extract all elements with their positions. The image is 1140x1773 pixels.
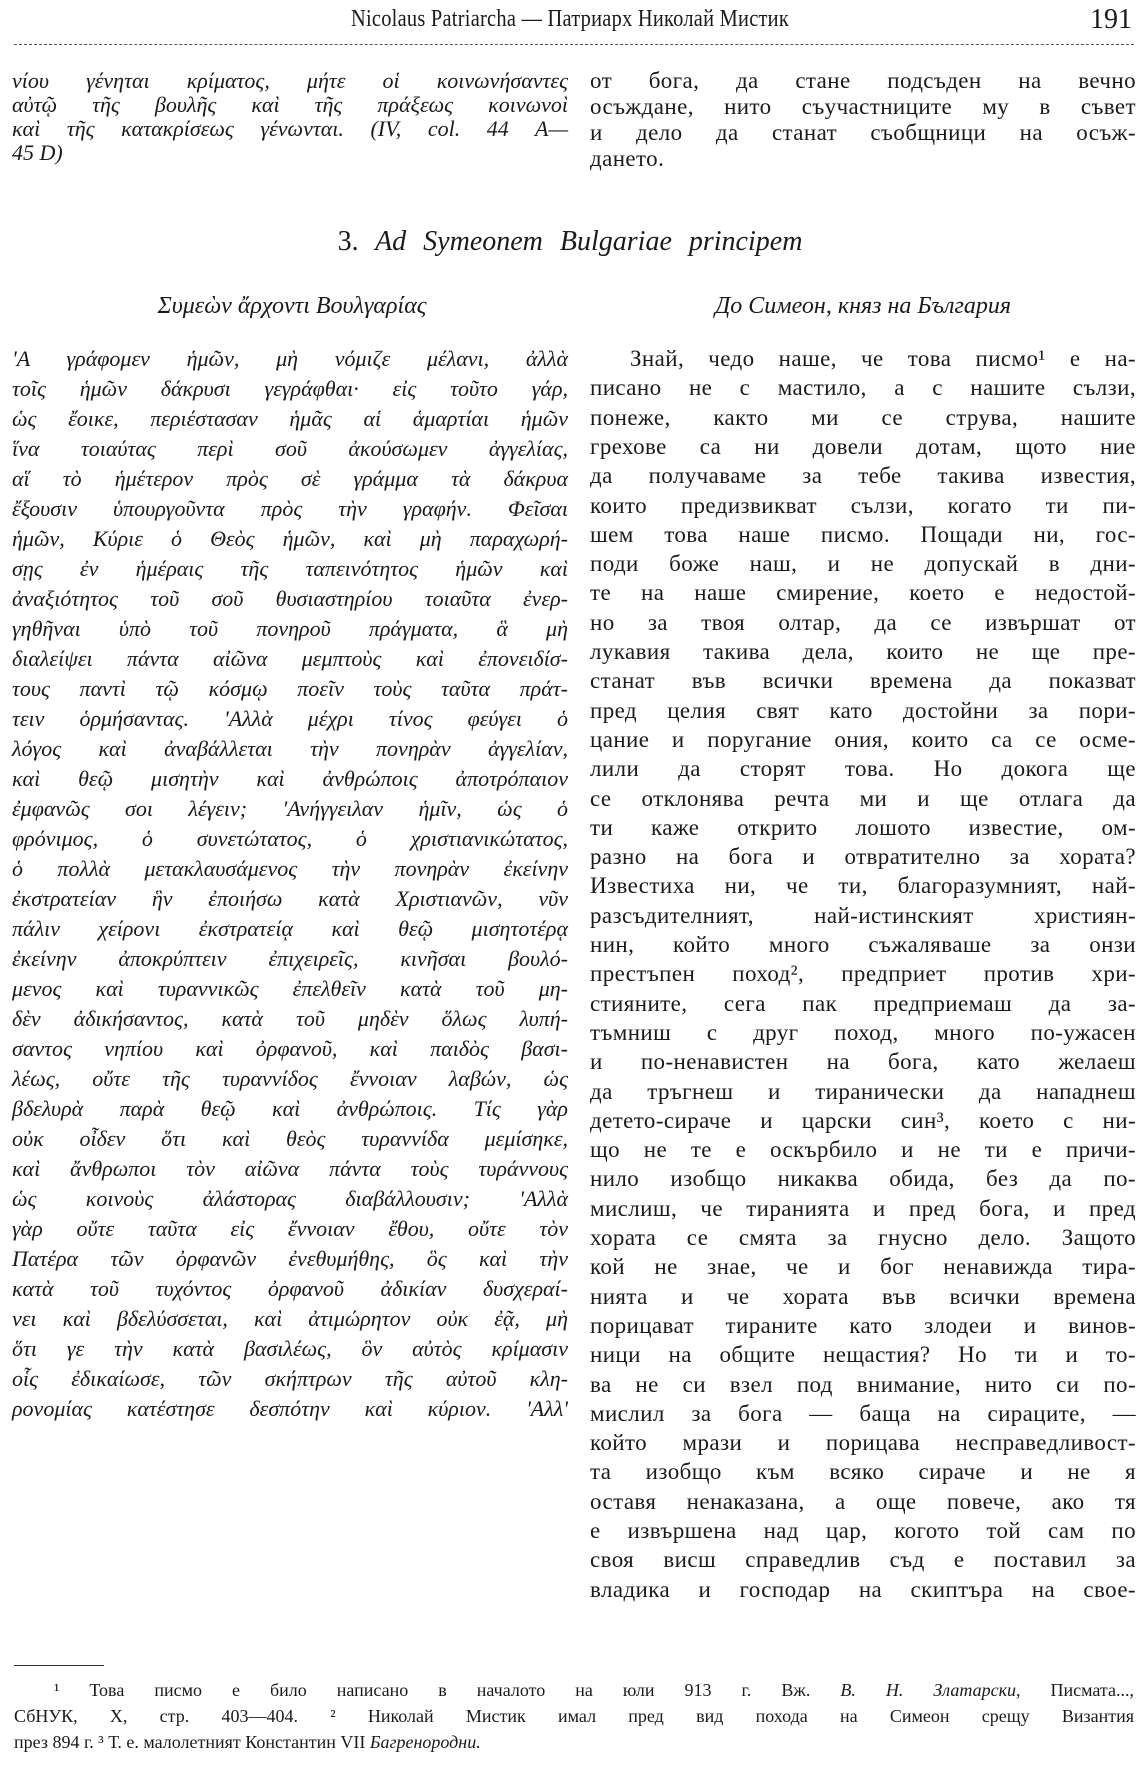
text-line: станат във всички времена да показват — [590, 668, 1136, 694]
text-line: τοῖς ἡμῶν δάκρυσι γεγράφθαι· εἰς τοῦτο γάρ, — [12, 376, 568, 401]
text-line: лукавия такива дела, които не ще пре- — [590, 639, 1136, 664]
text-line: да тръгнеш и тиранически да нападнеш — [590, 1078, 1136, 1104]
text-line: Знай, чедо наше, че това писмо¹ е на- — [630, 346, 1136, 371]
text-line: οἷς ἐδικαίωσε, τῶν σκήπτρων τῆς αὐτοῦ κλη- — [12, 1366, 568, 1391]
text-line: λόγος καὶ ἀναβάλλεται τὴν πονηρὰν ἀγγελίαν, — [12, 736, 568, 761]
text-line: ὅτι γε τὴν κατὰ βασιλέως, ὃν αὐτὸς κρίμασιν — [12, 1336, 568, 1361]
running-header: Nicolaus Patriarcha — Патриарх Николай Мистик — [350, 6, 790, 32]
text-line: Известиха ни, че ти, благоразумният, най- — [590, 873, 1136, 899]
greek-subtitle: Συμεὼν ἄρχοντι Βουλγαρίας — [157, 293, 427, 319]
text-line: но за твоя олтар, да се извършат от — [590, 609, 1136, 635]
text-line: γὰρ οὔτε ταῦτα εἰς ἔννοιαν ἔθου, οὔτε τὸν — [12, 1216, 568, 1241]
text-line: тъмниш с друг поход, много по-ужасен — [590, 1019, 1136, 1045]
text-line: цание и поругание ония, които са се осме- — [590, 726, 1136, 752]
text-line: кой не знае, че и бог ненавижда тира- — [590, 1254, 1136, 1280]
text-line: шем това наше писмо. Пощади ни, гос- — [590, 521, 1136, 547]
text-line: що не те е оскърбило и не ти е причи- — [590, 1137, 1136, 1163]
text-line: ὁ πολλὰ μετακλαυσάμενος τὴν πονηρὰν ἐκείνην — [12, 856, 568, 881]
text-line: κατὰ τοῦ τυχόντος ὀρφανοῦ ἀδικίαν δυσχεραί- — [12, 1276, 568, 1301]
text-line: ти каже открито лошото известие, ом- — [590, 814, 1136, 840]
text-line: σαντος νηπίου καὶ ὀρφανοῦ, καὶ παιδὸς βασι- — [12, 1036, 568, 1061]
footnote-text: ¹ Това писмо е било написано в началото на юли 913 г. Вж. — [54, 1680, 811, 1700]
text-line: нило изобщо никаква обида, без да по- — [590, 1166, 1136, 1192]
text-line: ἐκείνην ἀποκρύπτειν ἐπιχειρεῖς, κινῆσαι βουλό- — [12, 946, 568, 971]
text-line: престъпен поход², предприет против хри- — [590, 961, 1136, 987]
text-line: пред целия свят като достойни за пори- — [590, 697, 1136, 723]
text-line: грехове са ни довели дотам, щото ние — [590, 433, 1136, 459]
text-line: 45 D) — [12, 140, 63, 165]
text-line: да получаваме за тебе такива известия, — [590, 463, 1136, 489]
footnote-rule — [14, 1665, 104, 1666]
text-line: нията и че хората във всички времена — [590, 1283, 1136, 1309]
text-line: ва не си взел под внимание, нито си по- — [590, 1371, 1136, 1397]
text-line: детето-сираче и царски син³, което с ни- — [590, 1107, 1136, 1133]
text-line: владика и господар на скиптъра на свое- — [590, 1576, 1136, 1602]
text-line: καὶ ἄνθρωποι τὸν αἰῶνα πάντα τοὺς τυράννους — [12, 1156, 568, 1181]
text-line: ἵνα τοιαύτας περὶ σοῦ ἀκούσωμεν ἀγγελίας, — [12, 436, 568, 461]
text-line: Πατέρα τῶν ὀρφανῶν ἐνεθυμήθης, ὃς καὶ τὴν — [12, 1246, 568, 1271]
footnote-line — [14, 1680, 1134, 1701]
text-line: δὲν ἀδικήσαντος, κατὰ τοῦ μηδὲν ὅλως λυπή- — [12, 1006, 568, 1031]
text-line: ἔξουσιν ὑπουργοῦντα πρὸς τὴν γραφήν. Φεῖσαι — [12, 496, 568, 521]
text-line: καὶ θεῷ μισητὴν καὶ ἀνθρώποις ἀποτρόπαιον — [12, 766, 568, 791]
text-line: своя висш справедлив съд е поставил за — [590, 1547, 1136, 1573]
header-rule — [14, 44, 1134, 45]
text-line: τους παντὶ τῷ κόσμῳ ποεῖν τοὺς ταῦτα πράτ- — [12, 676, 568, 701]
text-line: ὡς κοινοὺς ἀλάστορας διαβάλλουσιν; 'Αλλὰ — [12, 1186, 568, 1211]
text-line: дането. — [590, 146, 665, 171]
text-line: σῃς ἐν ἡμέραις τῆς ταπεινότητος ἡμῶν καὶ — [12, 556, 568, 581]
text-line: πάλιν χείρονι ἐκστρατείᾳ καὶ θεῷ μισητοτέρᾳ — [12, 916, 568, 941]
text-line: ἐμφανῶς σοι λέγειν; 'Ανήγγειλαν ἡμῖν, ὡς ὁ — [12, 796, 568, 821]
text-line: те на наше смирение, което е недостой- — [590, 580, 1136, 606]
footnote-line: СбНУК, X, стр. 403—404. ² Николай Мистик имал пред вид похода на Симеон срещу Византия — [14, 1706, 1134, 1726]
text-line: διαλείψει πάντα αἰῶνα μεμπτοὺς καὶ ἐπονειδίσ- — [12, 646, 568, 671]
text-line: оставя ненаказана, а още повече, ако тя — [590, 1488, 1136, 1514]
text-line: понеже, както ми се струва, нашите — [590, 404, 1136, 430]
footnote-line — [14, 1732, 1134, 1753]
text-line: καὶ τῆς κατακρίσεως γένωνται. (IV, col. 44 A— — [12, 116, 568, 141]
text-line: ἡμῶν, Κύριε ὁ Θεὸς ἡμῶν, καὶ μὴ παραχωρή- — [12, 526, 568, 551]
text-line: τειν ὁρμήσαντας. 'Αλλὰ μέχρι τίνος φεύγει ὁ — [12, 706, 568, 731]
bulgarian-subtitle: До Симеон, княз на България — [715, 293, 1011, 319]
text-line: οὐκ οἶδεν ὅτι καὶ θεὸς τυραννίδα μεμίσηκε, — [12, 1126, 568, 1151]
text-line: поди боже наш, и не допускай в дни- — [590, 551, 1136, 577]
text-line: ници на общите нещастия? Но ти и то- — [590, 1342, 1136, 1368]
text-line: αὐτῷ τῆς βουλῆς καὶ τῆς πράξεως κοινωνοὶ — [12, 92, 568, 117]
text-line: и дело да станат съобщници на осъж- — [590, 120, 1136, 145]
text-line: ἐκστρατείαν ἣν ἐποιήσω κατὰ Χριστιανῶν, νῦν — [12, 886, 568, 911]
text-line: и по-ненавистен на бога, като желаеш — [590, 1049, 1136, 1075]
text-line: се отклонява речта ми и ще отлага да — [590, 785, 1136, 811]
footnote-text: Багренородни. — [369, 1732, 481, 1752]
text-line: разсъдителният, най-истинският християн- — [590, 902, 1136, 928]
text-line: νει καὶ βδελύσσεται, καὶ ἀτιμώρητον οὐκ ἐᾷ, μὴ — [12, 1306, 568, 1331]
text-line: които предизвикват сълзи, когато ти пи- — [590, 492, 1136, 518]
text-line: ὡς ἔοικε, περιέστασαν ἡμᾶς αἱ ἁμαρτίαι ἡμῶν — [12, 406, 568, 431]
text-line: осъждане, нито съучастниците му в съвет — [590, 94, 1136, 119]
text-line: та изобщо към всяко сираче и не я — [590, 1459, 1136, 1485]
footnote-author: В. Н. Златарски, — [840, 1680, 1021, 1700]
text-line: хората се смята за гнусно дело. Защото — [590, 1225, 1136, 1250]
text-line: мислил за бога — баща на сираците, — — [590, 1400, 1136, 1426]
text-line: мислиш, че тиранията и пред бога, и пред — [590, 1195, 1136, 1221]
text-line: μενος καὶ τυραννικῶς ἐπελθεῖν κατὰ τοῦ μη- — [12, 976, 568, 1001]
text-line: от бога, да стане подсъден на вечно — [590, 68, 1136, 93]
text-line: λέως, οὔτε τῆς τυραννίδος ἔννοιαν λαβών, ὡς — [12, 1066, 568, 1091]
text-line: βδελυρὰ παρὰ θεῷ καὶ ἀνθρώποις. Τίς γὰρ — [12, 1096, 568, 1121]
text-line: който мрази и порицава несправедливост- — [590, 1430, 1136, 1456]
section-number: 3. — [337, 226, 359, 257]
section-title: Ad Symeonem Bulgariae principem — [375, 226, 803, 257]
text-line: писано не с мастило, а с нашите сълзи, — [590, 375, 1136, 401]
text-line: αἵ τὸ ἡμέτερον πρὸς σὲ γράμμα τὰ δάκρυα — [12, 466, 568, 491]
footnote-text: Писмата..., — [1050, 1680, 1135, 1700]
text-line: разно на бога и отвратително за хората? — [590, 844, 1136, 870]
text-line: νίου γένηται κρίματος, μήτε οἱ κοινωνήσαντες — [12, 68, 568, 93]
text-line: ρονομίας κατέστησε δεσπότην καὶ κύριον. 'Αλλ' — [12, 1396, 568, 1421]
text-line: нин, който много съжаляваше за онзи — [590, 932, 1136, 957]
text-line: ἀναξιότητος τοῦ σοῦ θυσιαστηρίου τοιαῦτα ἐνερ- — [12, 586, 568, 611]
page-number: 191 — [1090, 4, 1132, 35]
text-line: порицават тираните като злодеи и винов- — [590, 1312, 1136, 1338]
section-heading — [0, 226, 1140, 258]
text-line: φρόνιμος, ὁ συνετώτατος, ὁ χριστιανικώτατος, — [12, 826, 568, 851]
text-line: 'Α γράφομεν ἡμῶν, μὴ νόμιζε μέλανι, ἀλλὰ — [12, 346, 568, 371]
footnote-text: през 894 г. ³ Т. е. малолетният Константин VII — [14, 1732, 366, 1752]
text-line: е извършена над цар, когото той сам по — [590, 1518, 1136, 1543]
text-line: стияните, сега пак предприемаш да за- — [590, 990, 1136, 1016]
text-line: γηθῆναι ὑπὸ τοῦ πονηροῦ πράγματα, ἃ μὴ — [12, 616, 568, 641]
text-line: лили да сторят това. Но докога ще — [590, 756, 1136, 782]
